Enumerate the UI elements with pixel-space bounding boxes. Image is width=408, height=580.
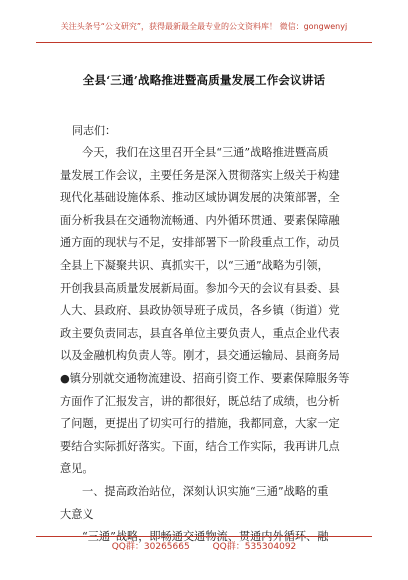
body-line: 以及金融机构负责人等。刚才，县交通运输局、县商务局 [60, 349, 340, 363]
body-line: 全县上下凝聚共识、真抓实干，以“三通”战略为引领， [60, 258, 329, 272]
header-notice: 关注头条号“公文研究”，获得最新最全最专业的公文资料库！ 微信：gongwenyj [60, 22, 348, 31]
body-line: 方面作了汇报发言，讲的都很好，既总结了成绩，也分析 [60, 394, 340, 408]
body-line: 政主要负责同志，县直各单位主要负责人，重点企业代表 [60, 326, 340, 340]
section-heading-line: 大意义 [60, 507, 94, 521]
document-body [60, 142, 356, 549]
body-line: 量发展工作会议，主要任务是深入贯彻落实上级关于构建 [60, 168, 340, 182]
body-line: 要结合实际抓好落实。下面，结合工作实际，我再讲几点 [60, 439, 340, 453]
body-line: 面分析我县在交通物流畅通、内外循环贯通、要素保障融 [60, 213, 340, 227]
qq-group-2: QQ群：535304092 [212, 542, 297, 552]
body-line: 意见。 [60, 462, 94, 476]
qq-group-1: QQ群：30265665 [111, 542, 190, 552]
document-title: 全县‘三通’战略推进暨高质量发展工作会议讲话 [82, 73, 326, 87]
body-line: 现代化基础设施体系、推动区域协调发展的决策部署，全 [60, 191, 340, 205]
section-heading-line: 一、提高政治站位，深刻认识实施“三通”战略的重 [82, 484, 329, 498]
body-line: ●镇分别就交通物流建设、招商引资工作、要素保障服务等 [60, 371, 350, 385]
body-line: 通方面的现状与不足，安排部署下一阶段重点工作，动员 [60, 236, 340, 250]
header-divider [36, 42, 372, 43]
footer-divider [36, 536, 372, 537]
footer-contact [36, 540, 372, 554]
body-line: 了问题，更提出了切实可行的措施，我都同意，大家一定 [60, 417, 340, 431]
salutation: 同志们： [72, 124, 116, 137]
body-line: “三通”战略，即畅通交通物流、贯通内外循环、融 [82, 530, 329, 544]
body-line: 今天，我们在这里召开全县“三通”战略推进暨高质 [82, 146, 329, 159]
body-line: 人大、县政府、县政协领导班子成员，各乡镇（街道）党 [60, 304, 340, 318]
body-line: 开创我县高质量发展新局面。参加今天的会议有县委、县 [60, 281, 340, 295]
